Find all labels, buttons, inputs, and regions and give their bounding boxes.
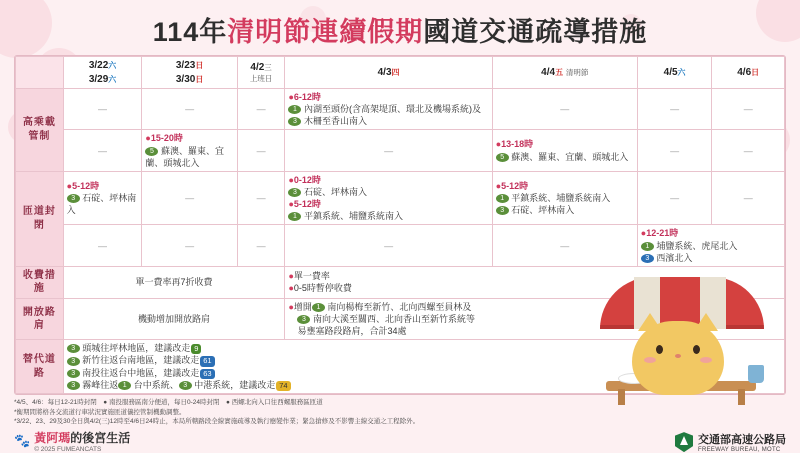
road-number-badge: 9 <box>191 344 201 354</box>
date-text: 3/23 <box>175 60 196 71</box>
table-row <box>16 171 785 225</box>
route-badge-icon: 3 <box>297 315 310 324</box>
table-row <box>16 298 785 339</box>
route-badge-icon: 3 <box>67 194 80 203</box>
date-text: 4/2 <box>250 61 265 73</box>
date-note: 上班日 <box>249 74 273 84</box>
route-badge-icon: 3 <box>641 254 654 263</box>
freeway-shield-icon <box>675 432 693 452</box>
brand-right <box>675 431 786 453</box>
page-title-wrap <box>0 0 800 55</box>
time-range: 15-20時 <box>150 133 183 144</box>
cell: — <box>237 171 285 225</box>
cell: — <box>285 130 492 171</box>
footnote-line: *4/5、4/6：每日12-21時封閉 ● 南投服務區南分便道，每日0-24時封閉 ● 西螺北向入口往西螺服務區匝道 <box>14 398 323 406</box>
time-range: 12-21時 <box>646 228 679 239</box>
time-range: 13-18時 <box>501 139 534 150</box>
measures-table <box>15 56 785 394</box>
brand-left-title-pink: 黃阿瑪 <box>34 431 71 446</box>
cell: — <box>63 89 142 130</box>
date-text: 3/30 <box>175 73 196 85</box>
paw-icon: 🐾 <box>14 433 31 449</box>
brand-left <box>14 429 130 453</box>
cell: — <box>237 130 285 171</box>
time-range: 5-12時 <box>72 180 100 191</box>
route-badge-icon: 1 <box>496 194 509 203</box>
alt-routes-cell <box>63 340 784 394</box>
toll-left-cell: 單一費率再7折收費 <box>63 266 285 298</box>
col-head-0402 <box>237 57 285 89</box>
cell-text: 中港系統，建議改走 <box>194 379 276 390</box>
time-range: 6-12時 <box>293 92 321 102</box>
route-badge-icon: 5 <box>496 153 509 162</box>
cell: — <box>142 225 237 266</box>
col-head-0404 <box>492 57 637 89</box>
weekday-mark: 五 <box>555 67 564 77</box>
route-badge-icon: 5 <box>145 147 158 156</box>
date-text: 4/5 <box>663 66 678 78</box>
route-badge-icon: 1 <box>118 381 131 390</box>
cell-text: 蘇澳、羅東、宜蘭、頭城北入 <box>145 145 224 168</box>
cell-text: 平鎮系統、埔鹽系統南入 <box>511 193 611 204</box>
cell-text: 石碇、坪林南入 <box>66 193 137 216</box>
time-range: 5-12時 <box>501 180 529 191</box>
page-title <box>153 10 648 49</box>
table-corner <box>16 57 64 89</box>
cell-text: 南投往返台中地區，建議改走 <box>82 367 200 378</box>
route-badge-icon: 3 <box>288 188 301 197</box>
cell-text: 平鎮系統、埔鹽系統南入 <box>303 211 403 222</box>
date-text: 3/29 <box>88 73 109 85</box>
shoulder-right-cell: ●增開 1 南向楊梅至新竹、北向西螺至員林及 3 南向大溪至關西、北向香山至新竹系統等 易壅塞路段路肩，合計34處 <box>285 298 785 339</box>
cell: — <box>63 225 142 266</box>
measures-table-sheet <box>14 55 786 395</box>
footnote-line: *3/22、23、29及30全日與4/2(三)12時至4/6日24時止，本局所轄路段全線實施疏導及執行應變作業；緊急搶修及不影響主線交通之工程除外。 <box>14 418 420 426</box>
cell: ●13-18時 5 蘇澳、羅東、宜蘭、頭城北入 <box>492 130 637 171</box>
cell: ●5-12時 1 平鎮系統、埔鹽系統南入 3 石碇、坪林南入 <box>492 171 637 225</box>
table-row <box>16 225 785 266</box>
cell: ●0-12時 3 石碇、坪林南入 ●5-12時 1 平鎮系統、埔鹽系統南入 <box>285 171 492 225</box>
time-range: 0-12時 <box>293 174 321 185</box>
weekday-mark: 六 <box>677 67 686 77</box>
table-header-row <box>16 57 785 89</box>
cell-text: 單一費率 <box>293 271 330 282</box>
route-badge-icon: 3 <box>179 381 192 390</box>
date-text: 4/4 <box>541 66 556 78</box>
row-label-toll: 收費措施 <box>16 266 64 298</box>
cell-text: 易壅塞路段路肩，合計34處 <box>297 326 407 337</box>
col-head-0406 <box>712 57 785 89</box>
route-badge-icon: 3 <box>67 344 80 353</box>
col-head-0403 <box>285 57 492 89</box>
route-badge-icon: 3 <box>67 357 80 366</box>
title-highlight: 清明節連續假期 <box>227 17 424 47</box>
cell: ●12-21時 1 埔鹽系統、虎尾北入 3 西濱北入 <box>637 225 784 266</box>
route-badge-icon: 3 <box>288 117 301 126</box>
cell-text: 石碇、坪林南入 <box>303 186 367 197</box>
cell: — <box>142 171 237 225</box>
time-range: 5-12時 <box>293 199 321 210</box>
title-part1: 114年 <box>152 17 228 47</box>
weekday-mark: 日 <box>195 74 204 84</box>
row-label-shoulder: 開放路肩 <box>16 298 64 339</box>
row-label-truck-control: 高乘載管制 <box>16 89 64 172</box>
cell: — <box>492 89 637 130</box>
cell-text: 南向楊梅至新竹、北向西螺至員林及 <box>327 301 472 312</box>
toll-right-cell: ●單一費率 ●0-5時暫停收費 <box>285 266 785 298</box>
route-badge-icon: 3 <box>67 381 80 390</box>
cell-text: 台中系統、 <box>133 379 179 390</box>
row-label-ramp-closure: 匝道封閉 <box>16 171 64 266</box>
cell-text: 內湖至頭份(含高架堤頂、環北及機場系統)及 <box>303 104 481 115</box>
footnote-line: *衡期間將格各交流道行車狀況實施匝道儀控管制機動調整。 <box>14 408 186 416</box>
cell: — <box>712 130 785 171</box>
weekday-mark: 四 <box>391 67 400 77</box>
weekday-mark: 三 <box>264 62 272 72</box>
shoulder-left-cell: 機動增加開放路肩 <box>63 298 285 339</box>
date-text: 3/22 <box>88 60 109 71</box>
date-text: 4/3 <box>377 66 392 78</box>
cell: — <box>237 225 285 266</box>
col-head-0323 <box>142 57 237 89</box>
cell-text: 新竹往返台南地區，建議改走 <box>82 355 200 366</box>
cell: ●6-12時 1 內湖至頭份(含高架堤頂、環北及機場系統)及 3 木柵至香山南入 <box>285 89 492 130</box>
brand-bar <box>14 429 786 453</box>
table-row <box>16 340 785 394</box>
cell: ●15-20時 5 蘇澳、羅東、宜蘭、頭城北入 <box>142 130 237 171</box>
cell: — <box>237 89 285 130</box>
cell-text: 0-5時暫停收費 <box>293 283 352 294</box>
route-badge-icon: 1 <box>288 105 301 114</box>
cell-text: 西濱北入 <box>656 252 693 263</box>
date-text: 4/6 <box>737 66 752 78</box>
cell: — <box>712 89 785 130</box>
title-part2: 國道交通疏導措施 <box>423 17 648 47</box>
weekday-mark: 日 <box>751 67 760 77</box>
road-number-badge: 61 <box>200 356 214 366</box>
cell: — <box>712 171 785 225</box>
date-note: 清明節 <box>565 67 589 77</box>
col-head-0405 <box>637 57 712 89</box>
agency-name-cn: 交通部高速公路局 <box>698 434 786 447</box>
col-head-0322 <box>63 57 142 89</box>
brand-left-copyright: © 2025 FUMEANCATS <box>34 446 102 453</box>
weekday-mark: 六 <box>108 74 117 84</box>
weekday-mark: 日 <box>195 61 204 70</box>
cell: ●5-12時 3 石碇、坪林南入 <box>63 171 142 225</box>
road-number-badge: 63 <box>200 369 214 379</box>
brand-left-title-rest: 的後宮生活 <box>70 431 131 446</box>
brand-left-title <box>34 431 130 445</box>
cell: — <box>637 89 712 130</box>
route-badge-icon: 1 <box>288 212 301 221</box>
cell-text: 南向大溪至關西、北向香山至新竹系統等 <box>312 313 475 324</box>
cell-text: 木柵至香山南入 <box>303 116 367 127</box>
cell: — <box>637 130 712 171</box>
table-row <box>16 130 785 171</box>
route-badge-icon: 3 <box>496 206 509 215</box>
route-badge-icon: 3 <box>67 369 80 378</box>
weekday-mark: 六 <box>108 61 117 70</box>
cell: — <box>142 89 237 130</box>
cell: — <box>637 171 712 225</box>
cell-text: 石碇、坪林南入 <box>511 205 575 216</box>
cell: — <box>63 130 142 171</box>
cell: — <box>285 225 492 266</box>
road-number-badge: 74 <box>276 381 290 391</box>
cell-text: 頭城往坪林地區，建議改走 <box>82 343 191 354</box>
cell-text: 埔鹽系統、虎尾北入 <box>656 240 738 251</box>
cell-text: 霧峰往返 <box>82 379 119 390</box>
footnotes <box>14 398 786 427</box>
agency-name-en: FREEWAY BUREAU, MOTC <box>698 447 781 453</box>
table-row <box>16 266 785 298</box>
table-row <box>16 89 785 130</box>
cell-text: 蘇澳、羅東、宜蘭、頭城北入 <box>511 151 629 162</box>
route-badge-icon: 1 <box>641 242 654 251</box>
cell-text: 增開 <box>293 301 312 312</box>
route-badge-icon: 1 <box>312 303 325 312</box>
row-label-alt-routes: 替代道路 <box>16 340 64 394</box>
cell: — <box>492 225 637 266</box>
